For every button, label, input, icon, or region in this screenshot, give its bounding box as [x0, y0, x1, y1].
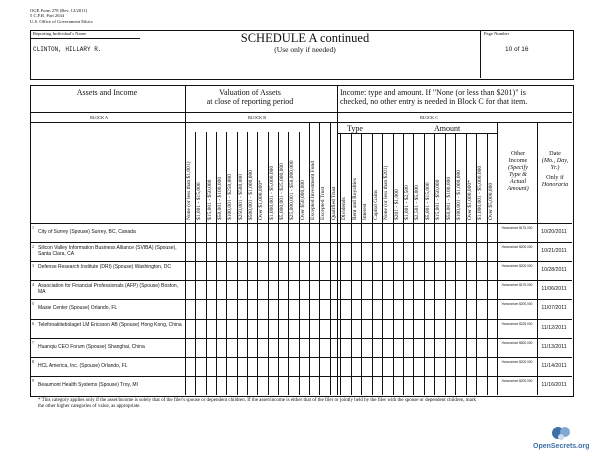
schedule-subtitle: (Use only if needed): [274, 45, 336, 54]
block-row-bottom: [30, 122, 572, 123]
row-asset-name: Association for Financial Professionals (AFP) (Spouse) Boston, MA: [38, 283, 179, 296]
income-title-line1: Income: type and amount. If "None (or less than $201)" is: [340, 88, 526, 97]
row-asset-name: Masie Center (Spouse) Orlando, FL: [38, 305, 118, 312]
block-c-label: BLOCK C: [420, 115, 439, 120]
income-col-divider: [466, 133, 467, 395]
valuation-title-line1: Valuation of Assets: [219, 88, 281, 97]
row-other-income: Honorarium $200,000: [501, 264, 533, 269]
amount-col-header: None (or less than $201): [383, 165, 390, 220]
form-meta-line2: 5 C.F.R. Part 2634: [30, 13, 65, 19]
row-date: 11/07/2011: [541, 305, 567, 312]
income-col-divider: [487, 133, 488, 395]
income-col-divider: [330, 122, 331, 395]
row-date: 11/13/2011: [541, 343, 567, 350]
block-c-divider: [337, 85, 338, 395]
row-number: 7: [32, 339, 34, 345]
date-header-line3: Yr.): [550, 164, 560, 171]
block-a-label: BLOCK A: [90, 115, 109, 120]
form-meta-line1: OGE Form 278 (Rev. 12/2011): [30, 8, 88, 13]
valuation-col-divider: [237, 132, 238, 395]
other-header-line3: (Specify: [508, 164, 528, 171]
row-date: 11/12/2011: [541, 324, 567, 331]
other-header-line6: Amount): [507, 185, 529, 192]
row-other-income: Honorarium $200,000: [501, 378, 533, 383]
other-header-line1: Other: [510, 150, 526, 157]
amount-col-header: $201 - $1,000: [393, 189, 400, 220]
amount-col-header: Over $1,000,000*: [466, 180, 473, 220]
amount-col-header: $1,000,001 - $5,000,000: [477, 165, 484, 220]
row-other-income: Honorarium $175,000: [501, 226, 533, 230]
type-label: Type: [347, 124, 363, 133]
row-divider: [30, 338, 572, 339]
type-col-header: Rent and Royalties: [351, 178, 358, 220]
header-divider: [480, 30, 481, 78]
date-header-line1: Date: [549, 150, 561, 157]
row-divider: [30, 357, 572, 358]
date-header-line5: Honoraria: [541, 181, 569, 188]
type-col-header: Qualified Trust: [330, 186, 337, 220]
income-col-divider: [351, 133, 352, 395]
valuation-col-divider: [299, 132, 300, 395]
amount-col-header: $2,501 - $5,000: [414, 185, 421, 220]
row-other-income: Honorarium $200,000: [501, 245, 533, 250]
page-number-label: Page Number: [484, 31, 510, 36]
row-divider: [30, 376, 572, 377]
row-divider: [30, 280, 572, 281]
valuation-col-divider: [206, 132, 207, 395]
row-other-income: Honorarium $200,000: [501, 302, 533, 307]
row-date: 11/14/2011: [541, 362, 567, 369]
row-number: 6: [32, 320, 34, 326]
reporting-name-label: Reporting Individual's Name: [33, 31, 87, 36]
valuation-col-header: $1,000,001 - $5,000,000: [268, 165, 275, 220]
row-number: 3: [32, 263, 34, 269]
income-col-divider: [340, 133, 341, 395]
other-header-line2: Income: [508, 157, 528, 164]
income-col-divider: [445, 133, 446, 395]
income-title: [340, 89, 572, 106]
date-header-line2: (Mo., Day,: [541, 157, 569, 164]
row-number: 9: [32, 377, 34, 383]
other-header-line5: Actual: [509, 178, 527, 185]
page-number-value: 10 of 16: [505, 46, 529, 53]
row-asset-name: Defense Research Institute (DRI) (Spouse) Washington, DC: [38, 264, 171, 271]
amount-col-header: $15,001 - $50,000: [435, 179, 442, 220]
row-date: 10/21/2011: [541, 248, 567, 255]
row-asset-name: Huanqiu CEO Forum (Spouse) Shanghai, China: [38, 343, 145, 350]
reporting-name-value: CLINTON, HILLARY R.: [33, 46, 102, 53]
row-divider: [30, 319, 572, 320]
row-number: 8: [32, 358, 34, 364]
amount-col-header: $100,001 - $1,000,000: [456, 170, 463, 220]
income-title-line2: checked, no other entry is needed in Block C for that item.: [340, 96, 528, 106]
valuation-col-header: $1,001 - $15,000: [196, 182, 203, 220]
row-divider: [30, 242, 572, 243]
row-number: 2: [32, 244, 34, 250]
row-other-income: Honorarium $500,000: [501, 340, 533, 345]
valuation-col-header: None (or less than $1,001): [186, 161, 192, 220]
amount-col-header: Over $5,000,000: [487, 182, 494, 220]
row-divider: [30, 261, 572, 262]
name-label-underline: [30, 38, 140, 39]
row-number: 5: [32, 301, 34, 307]
income-col-divider: [413, 133, 414, 395]
amount-label: Amount: [434, 124, 461, 133]
valuation-col-divider: [195, 132, 196, 395]
date-header-line4: Only if: [546, 174, 564, 181]
type-col-header: Interest: [362, 203, 369, 220]
income-col-divider: [403, 133, 404, 395]
amount-col-header: $5,001 - $15,000: [424, 182, 431, 220]
valuation-col-header: $5,000,001 - $25,000,000: [279, 163, 285, 220]
row-number: 1: [32, 225, 34, 230]
valuation-col-divider: [226, 132, 227, 395]
row-asset-name: HCL America, Inc. (Spouse) Orlando, FL: [38, 362, 128, 369]
row-divider: [30, 299, 572, 300]
row-date: 11/16/2011: [541, 381, 567, 388]
type-col-header: Dividends: [341, 197, 348, 220]
valuation-col-header: $25,000,001 - $50,000,000: [289, 160, 296, 220]
row-date: 10/20/2011: [541, 229, 567, 235]
row-asset-name: Silicon Valley Information Business Alliance (SVIBA) (Spouse), Santa Clara, CA: [38, 245, 177, 258]
valuation-title: [190, 89, 310, 106]
valuation-col-divider: [216, 132, 217, 395]
row-other-income: Honorarium $225,000: [501, 321, 533, 326]
valuation-col-header: Over $1,000,000*: [258, 180, 265, 220]
income-col-divider: [361, 133, 362, 395]
row-other-income: Honorarium $175,000: [501, 283, 533, 288]
income-col-divider: [372, 133, 373, 395]
valuation-col-header: $50,001 - $100,000: [217, 176, 223, 220]
row-asset-name: Telefonaktiebolaget LM Ericsson AB (Spouse) Hong Kong, China: [38, 321, 182, 328]
valuation-col-header: $15,001 - $50,000: [206, 179, 213, 220]
row-asset-name: Beaumont Health Systems (Spouse) Troy, MI: [38, 381, 138, 388]
valuation-title-line2: at close of reporting period: [206, 96, 294, 106]
valuation-col-header: $500,001 - $1,000,000: [248, 170, 254, 220]
other-header-line4: Type &: [509, 171, 527, 178]
valuation-col-header: $250,001 - $500,000: [237, 174, 244, 220]
type-col-header: Excepted Investment Fund: [310, 161, 316, 220]
amount-col-header: $1,001 - $2,500: [404, 185, 410, 220]
income-col-divider: [434, 133, 435, 395]
income-col-divider: [393, 133, 394, 395]
date-header: [537, 150, 573, 188]
block-b-label: BLOCK B: [248, 115, 267, 120]
valuation-col-divider: [257, 132, 258, 395]
type-col-header: Capital Gains: [372, 189, 379, 220]
schedule-grid: [30, 85, 574, 397]
assets-title: Assets and Income: [76, 88, 138, 97]
income-col-divider: [319, 122, 320, 395]
row-other-income: Honorarium $200,000: [501, 359, 533, 364]
footnote: * This category applies only if the asset/income is solely that of the filer's spouse or dependent children. If the asset/income is either that of the filer or jointly held by the filer with the spouse or dependent children, mark the other higher categories of value, as appropriate.: [38, 398, 477, 409]
valuation-col-header: Over $50,000,000: [299, 180, 306, 220]
block-row-top: [30, 112, 572, 113]
valuation-col-header: $100,001 - $250,000: [227, 174, 234, 220]
schedule-title: SCHEDULE A continued: [240, 31, 370, 45]
row-date: 11/06/2011: [541, 286, 567, 293]
form-meta: [30, 8, 93, 24]
amount-col-header: $50,001 - $100,000: [445, 176, 452, 220]
row-number: 4: [32, 282, 34, 288]
income-col-divider: [424, 133, 425, 395]
form-meta-line3: U.S. Office of Government Ethics: [30, 18, 93, 24]
row-date: 10/28/2011: [541, 267, 567, 274]
other-income-header: [498, 150, 538, 192]
type-col-header: Excepted Trust: [320, 186, 327, 220]
opensecrets-logo-text: OpenSecrets.org: [533, 443, 590, 450]
opensecrets-logo-icon: [550, 424, 572, 442]
row-asset-name: City of Surrey (Spouse) Surrey, BC, Canada: [38, 229, 136, 235]
header-bottom-line: [30, 223, 572, 224]
